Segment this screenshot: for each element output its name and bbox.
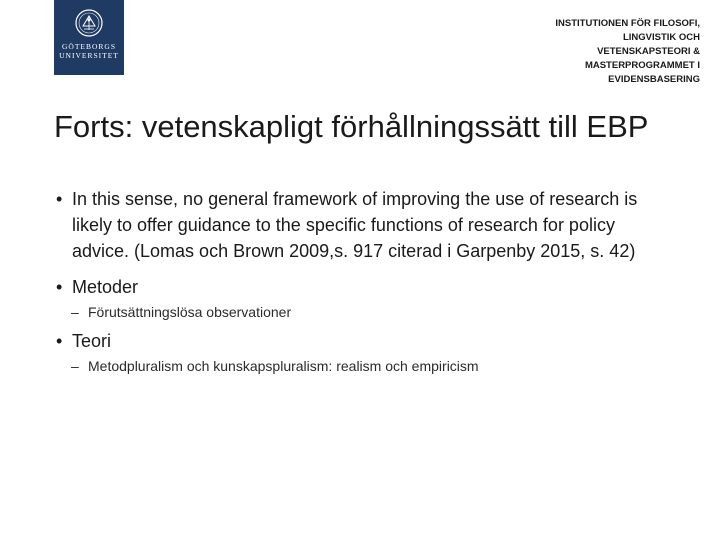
sub-bullet-item [56, 302, 656, 322]
bullet-item [56, 274, 656, 300]
logo-text-line2: UNIVERSITET [59, 51, 119, 60]
institution-line: VETENSKAPSTEORI & [597, 46, 700, 57]
institution-header [500, 17, 700, 87]
slide-body [56, 186, 656, 376]
bullet-item [56, 186, 656, 264]
slide-title: Forts: vetenskapligt förhållningssätt till EBP [54, 109, 649, 144]
bullet-marker: • [56, 189, 63, 209]
institution-line: MASTERPROGRAMMET I [584, 60, 700, 71]
bullet-marker: • [56, 277, 63, 297]
bullet-marker: • [56, 331, 63, 351]
university-logo [54, 0, 124, 75]
sub-bullet-item [56, 356, 656, 376]
university-seal-icon [74, 8, 104, 42]
institution-line: LINGVISTIK OCH [622, 32, 700, 43]
sub-bullet-marker: – [71, 358, 79, 374]
sub-bullet-marker: – [71, 304, 79, 320]
bullet-text: Teori [72, 331, 112, 351]
logo-text-line1: GÖTEBORGS [61, 42, 116, 51]
sub-bullet-text: Metodpluralism och kunskapspluralism: realism och empiricism [88, 358, 479, 374]
institution-line: EVIDENSBASERING [608, 74, 700, 85]
bullet-text: In this sense, no general framework of improving the use of research is likely to offer guidance to the specific functions of research for policy advice. (Lomas och Brown 2009,s. 917 citerad i Garpenby 2015, s. 42) [72, 189, 638, 261]
bullet-item [56, 328, 656, 354]
bullet-text: Metoder [72, 277, 139, 297]
institution-line: INSTITUTIONEN FÖR FILOSOFI, [555, 18, 700, 29]
sub-bullet-text: Förutsättningslösa observationer [88, 304, 292, 320]
